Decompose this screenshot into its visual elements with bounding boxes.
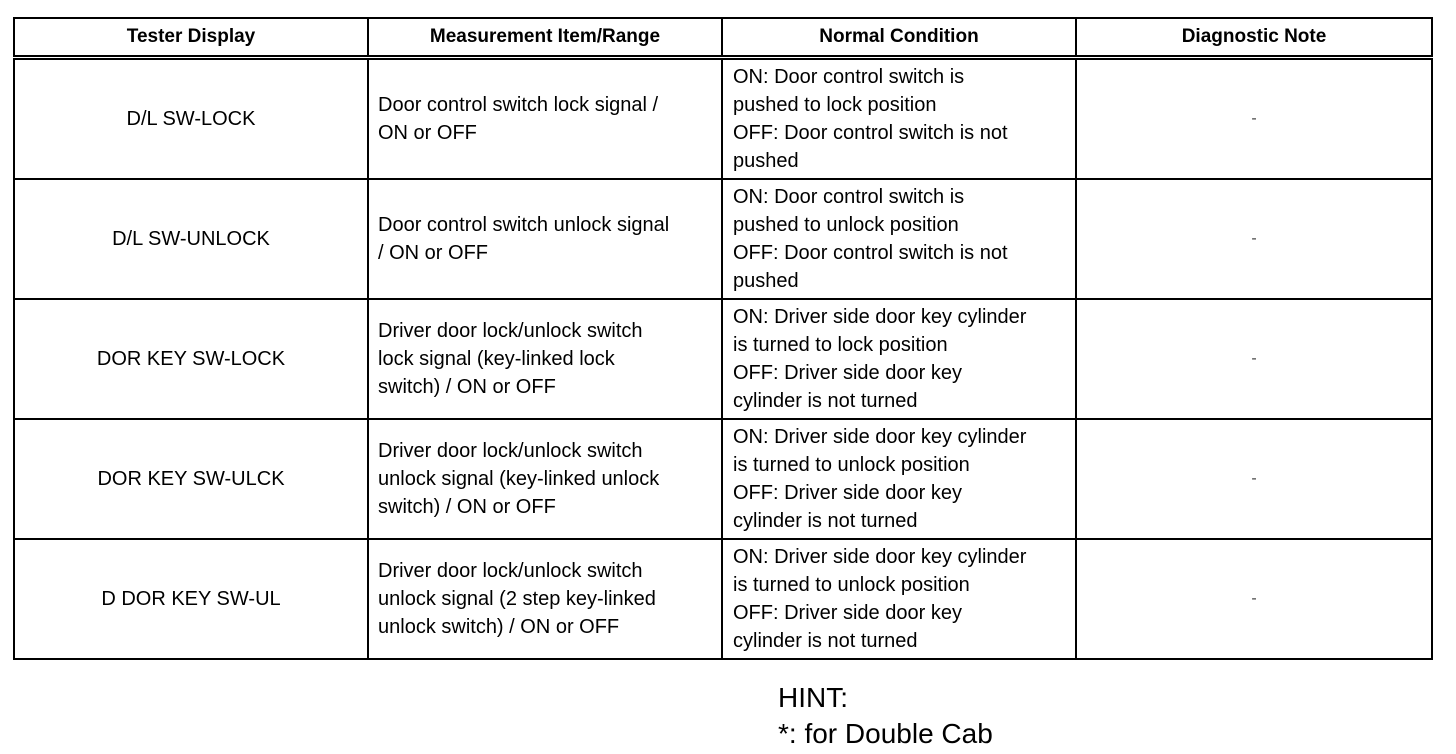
measurement-item-cell — [368, 419, 722, 539]
normal-condition-line: OFF: Driver side door key — [733, 362, 962, 384]
normal-condition-cell — [722, 419, 1076, 539]
diagnostic-note-cell: - — [1076, 179, 1432, 299]
measurement-item-cell — [368, 299, 722, 419]
tester-display-cell: DOR KEY SW-ULCK — [14, 419, 368, 539]
diagnostic-note-cell: - — [1076, 58, 1432, 180]
normal-condition-line: pushed — [733, 270, 799, 292]
tester-display-cell: D/L SW-UNLOCK — [14, 179, 368, 299]
table-row — [14, 299, 1432, 419]
measurement-item-cell — [368, 179, 722, 299]
normal-condition-line: ON: Driver side door key cylinder — [733, 426, 1027, 448]
measurement-item-line: lock signal (key-linked lock — [378, 348, 615, 370]
tester-display-table-wrapper — [13, 17, 1431, 660]
normal-condition-line: cylinder is not turned — [733, 510, 918, 532]
tester-display-cell: DOR KEY SW-LOCK — [14, 299, 368, 419]
tester-display-cell: D/L SW-LOCK — [14, 58, 368, 180]
diagnostic-note-cell: - — [1076, 419, 1432, 539]
table-row — [14, 179, 1432, 299]
table-header-row — [14, 18, 1432, 58]
measurement-item-line: switch) / ON or OFF — [378, 376, 556, 398]
normal-condition-line: is turned to unlock position — [733, 454, 970, 476]
normal-condition-cell — [722, 539, 1076, 659]
table-row — [14, 539, 1432, 659]
measurement-item-line: Door control switch lock signal / — [378, 94, 659, 116]
hint-title: HINT: — [778, 682, 848, 713]
normal-condition-line: ON: Door control switch is — [733, 66, 965, 88]
measurement-item-cell — [368, 539, 722, 659]
table-row — [14, 58, 1432, 180]
measurement-item-line: Driver door lock/unlock switch — [378, 440, 643, 462]
normal-condition-line: cylinder is not turned — [733, 390, 918, 412]
hint-block — [778, 680, 993, 752]
diagnostic-note-cell: - — [1076, 539, 1432, 659]
normal-condition-line: ON: Driver side door key cylinder — [733, 306, 1027, 328]
header-diagnostic-note: Diagnostic Note — [1076, 18, 1432, 58]
measurement-item-line: / ON or OFF — [378, 242, 488, 264]
normal-condition-cell — [722, 58, 1076, 180]
normal-condition-line: OFF: Door control switch is not — [733, 242, 1008, 264]
normal-condition-line: pushed to unlock position — [733, 214, 959, 236]
header-normal-condition: Normal Condition — [722, 18, 1076, 58]
normal-condition-line: OFF: Driver side door key — [733, 482, 962, 504]
normal-condition-line: pushed to lock position — [733, 94, 937, 116]
normal-condition-line: OFF: Driver side door key — [733, 602, 962, 624]
tester-display-table — [13, 17, 1433, 660]
table-row — [14, 419, 1432, 539]
normal-condition-line: ON: Door control switch is — [733, 186, 965, 208]
measurement-item-line: unlock switch) / ON or OFF — [378, 616, 620, 638]
normal-condition-line: pushed — [733, 150, 799, 172]
measurement-item-line: unlock signal (2 step key-linked — [378, 588, 656, 610]
measurement-item-line: switch) / ON or OFF — [378, 496, 556, 518]
normal-condition-line: is turned to unlock position — [733, 574, 970, 596]
normal-condition-line: ON: Driver side door key cylinder — [733, 546, 1027, 568]
diagnostic-note-cell: - — [1076, 299, 1432, 419]
measurement-item-line: Door control switch unlock signal — [378, 214, 670, 236]
normal-condition-cell — [722, 299, 1076, 419]
measurement-item-line: Driver door lock/unlock switch — [378, 320, 643, 342]
normal-condition-line: is turned to lock position — [733, 334, 948, 356]
measurement-item-line: ON or OFF — [378, 122, 477, 144]
normal-condition-line: cylinder is not turned — [733, 630, 918, 652]
normal-condition-cell — [722, 179, 1076, 299]
header-measurement-item: Measurement Item/Range — [368, 18, 722, 58]
tester-display-cell: D DOR KEY SW-UL — [14, 539, 368, 659]
normal-condition-line: OFF: Door control switch is not — [733, 122, 1008, 144]
header-tester-display: Tester Display — [14, 18, 368, 58]
measurement-item-cell — [368, 58, 722, 180]
hint-line: *: for Double Cab — [778, 718, 993, 749]
measurement-item-line: Driver door lock/unlock switch — [378, 560, 643, 582]
measurement-item-line: unlock signal (key-linked unlock — [378, 468, 660, 490]
